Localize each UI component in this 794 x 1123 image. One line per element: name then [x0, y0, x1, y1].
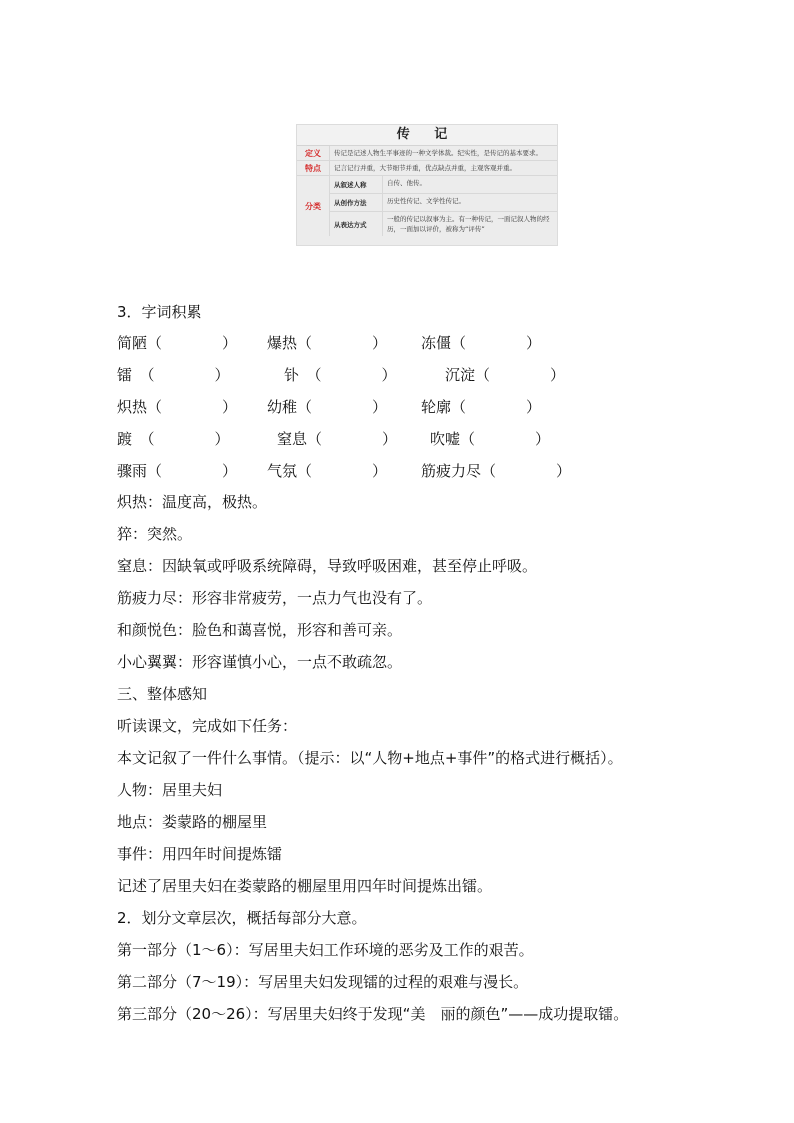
- answer-event: 事件：用四年时间提炼镭: [117, 845, 283, 863]
- vocab-row: [117, 333, 597, 353]
- vocab-item: 简陋（ ）: [117, 334, 238, 352]
- biography-summary-table: [296, 124, 558, 246]
- row-value: 传记是记述人物生平事迹的一种文学体裁。纪实性，是传记的基本要求。: [334, 149, 542, 157]
- vocab-item: 窒息（ ）: [277, 430, 398, 448]
- table-title: 传 记: [297, 125, 557, 146]
- question-1: 本文记叙了一件什么事情。（提示：以“人物+地点+事件”的格式进行概括）。: [117, 749, 623, 767]
- subrow-label: 从创作方法: [330, 194, 383, 211]
- table-row-category: [297, 176, 557, 236]
- definition-line: 筋疲力尽：形容非常疲劳，一点力气也没有了。: [117, 589, 433, 607]
- subrow-value: 一般的传记以叙事为主。有一种传记，一面记叙人物的经历，一面加以评价，被称为“评传”: [387, 215, 550, 233]
- answer-place: 地点：娄蒙路的棚屋里: [117, 813, 268, 831]
- row-value: 记言记行并重，大节细节并重，优点缺点并重，主观客观并重。: [334, 164, 516, 172]
- vocab-row: [117, 397, 597, 417]
- definition-line: 窒息：因缺氧或呼吸系统障碍，导致呼吸困难，甚至停止呼吸。: [117, 557, 538, 575]
- vocab-item: 沉淀（ ）: [445, 366, 566, 384]
- row-key: 分类: [297, 176, 330, 236]
- vocab-item: 镭 （ ）: [117, 366, 230, 384]
- section-heading-overall: 三、整体感知: [117, 685, 208, 703]
- part-1: 第一部分（1～6）：写居里夫妇工作环境的恶劣及工作的艰苦。: [117, 941, 534, 959]
- part-2: 第二部分（7～19）：写居里夫妇发现镭的过程的艰难与漫长。: [117, 973, 529, 991]
- row-key: 特点: [297, 161, 330, 175]
- definition-line: 猝：突然。: [117, 525, 193, 543]
- vocab-item: 幼稚（ ）: [267, 398, 388, 416]
- task-intro: 听读课文，完成如下任务：: [117, 717, 298, 735]
- section-heading-vocabulary: 3．字词积累: [117, 303, 202, 321]
- vocab-item: 骤雨（ ）: [117, 462, 238, 480]
- category-subrow: [330, 194, 557, 212]
- table-row-definition: [297, 146, 557, 161]
- category-subrow: [330, 176, 557, 194]
- question-2: 2．划分文章层次，概括每部分大意。: [117, 909, 367, 927]
- vocab-item: 冻僵（ ）: [421, 334, 542, 352]
- vocab-row: [117, 461, 597, 481]
- answer-summary: 记述了居里夫妇在娄蒙路的棚屋里用四年时间提炼出镭。: [117, 877, 493, 895]
- category-subrow: [330, 212, 557, 236]
- definition-line: 小心翼翼：形容谨慎小心，一点不敢疏忽。: [117, 653, 403, 671]
- subrow-label: 从叙述人称: [330, 176, 383, 193]
- vocab-item: 筋疲力尽（ ）: [421, 462, 572, 480]
- definition-line: 和颜悦色：脸色和蔼喜悦，形容和善可亲。: [117, 621, 403, 639]
- category-subtable: [330, 176, 557, 236]
- subrow-label: 从表达方式: [330, 212, 383, 236]
- vocab-row: [117, 429, 597, 449]
- vocab-item: 钋 （ ）: [284, 366, 397, 384]
- vocab-item: 踱 （ ）: [117, 430, 230, 448]
- definition-line: 炽热：温度高，极热。: [117, 493, 268, 511]
- vocab-item: 爆热（ ）: [267, 334, 388, 352]
- vocab-row: [117, 365, 597, 385]
- subrow-value: 自传、他传。: [387, 179, 426, 187]
- subrow-value: 历史性传记、文学性传记。: [387, 197, 465, 205]
- vocab-item: 气氛（ ）: [267, 462, 388, 480]
- table-row-features: [297, 161, 557, 176]
- vocab-item: 炽热（ ）: [117, 398, 238, 416]
- vocab-item: 轮廓（ ）: [421, 398, 542, 416]
- row-key: 定义: [297, 146, 330, 160]
- part-3: 第三部分（20～26）：写居里夫妇终于发现“美 丽的颜色”——成功提取镭。: [117, 1005, 629, 1023]
- answer-person: 人物：居里夫妇: [117, 781, 223, 799]
- vocab-item: 吹嘘（ ）: [430, 430, 551, 448]
